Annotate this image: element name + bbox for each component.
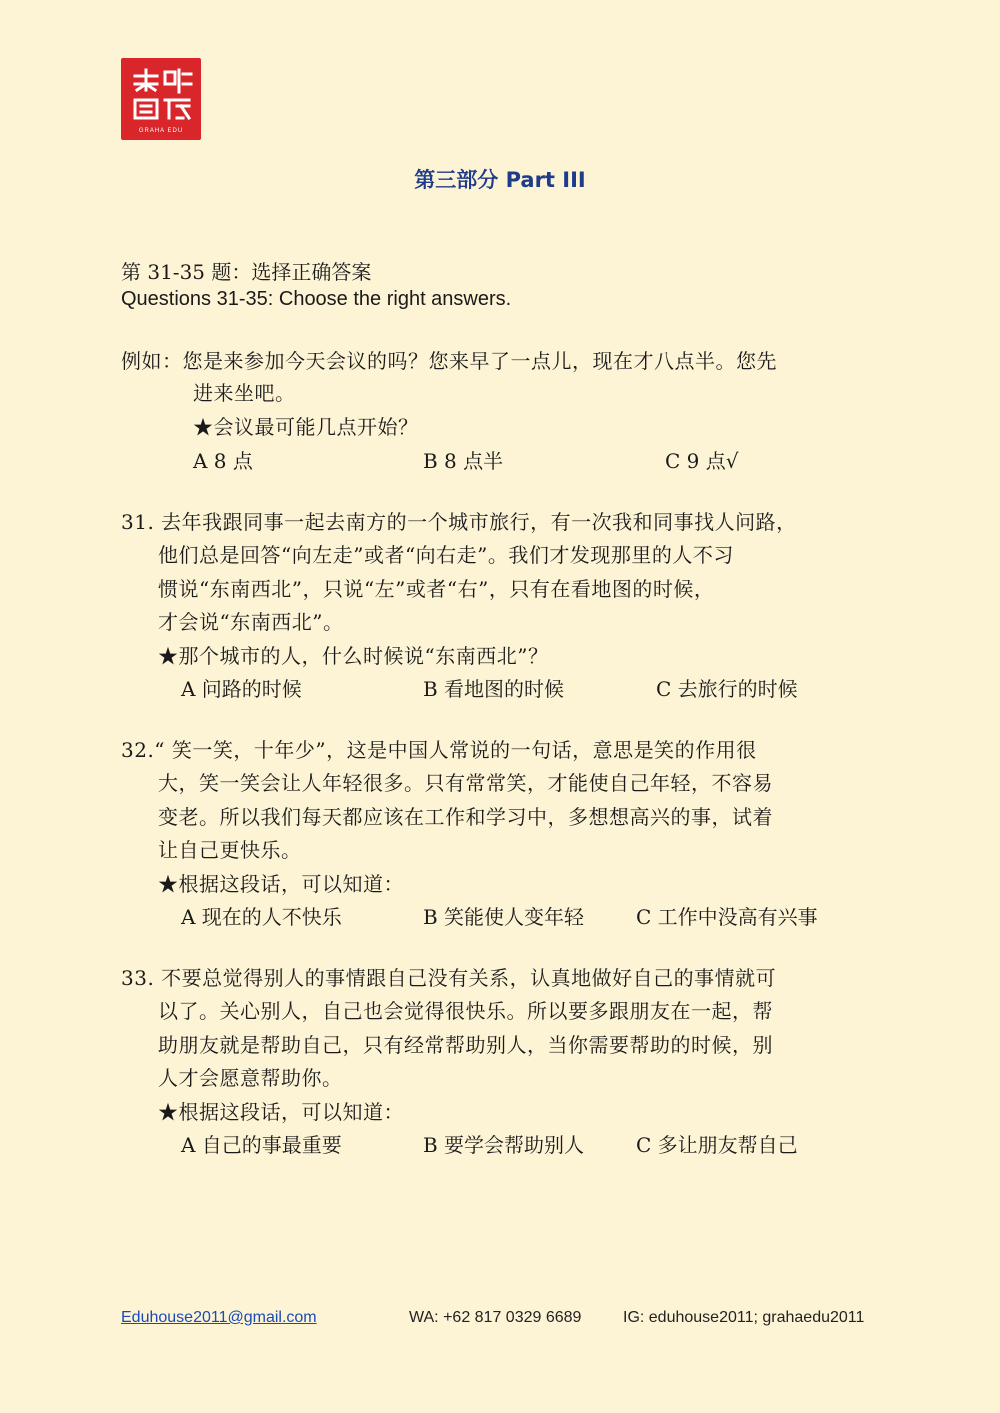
question-33-option-b: B 要学会帮助别人 — [423, 1133, 585, 1157]
question-32-line: 32.“ 笑一笑，十年少”，这是中国人常说的一句话，意思是笑的作用很 — [121, 738, 757, 762]
question-32-line: 变老。所以我们每天都应该在工作和学习中，多想想高兴的事，试着 — [158, 805, 773, 829]
example-option-b: B 8 点半 — [423, 449, 504, 473]
instruction-chinese: 第 31-35 题：选择正确答案 — [121, 260, 372, 284]
question-32-prompt: ★根据这段话，可以知道： — [158, 872, 404, 896]
question-33-prompt: ★根据这段话，可以知道： — [158, 1100, 404, 1124]
question-32-line: 大，笑一笑会让人年轻很多。只有常常笑，才能使自己年轻，不容易 — [158, 771, 773, 795]
question-32-option-a: A 现在的人不快乐 — [181, 905, 342, 929]
footer-email-link[interactable]: Eduhouse2011@gmail.com — [121, 1309, 317, 1326]
question-31-line: 他们总是回答“向左走”或者“向右走”。我们才发现那里的人不习 — [158, 543, 734, 567]
question-31-option-b: B 看地图的时候 — [423, 677, 565, 701]
question-31-option-a: A 问路的时候 — [181, 677, 302, 701]
question-32-line: 让自己更快乐。 — [158, 838, 302, 862]
question-32-option-c: C 工作中没高有兴事 — [636, 905, 818, 929]
question-33-line: 以了。关心别人，自己也会觉得很快乐。所以要多跟朋友在一起，帮 — [158, 999, 773, 1023]
instruction-english: Questions 31-35: Choose the right answers. — [121, 288, 512, 310]
svg-text:GRAHA EDU: GRAHA EDU — [138, 128, 184, 134]
footer-instagram: IG: eduhouse2011; grahaedu2011 — [623, 1309, 865, 1326]
question-32-option-b: B 笑能使人变年轻 — [423, 905, 585, 929]
question-33-option-c: C 多让朋友帮自己 — [636, 1133, 798, 1157]
example-line: 例如：您是来参加今天会议的吗？您来早了一点儿，现在才八点半。您先 — [121, 349, 777, 373]
question-31-line: 才会说“东南西北”。 — [158, 610, 344, 634]
question-33-option-a: A 自己的事最重要 — [181, 1133, 342, 1157]
example-option-c: C 9 点√ — [665, 449, 739, 473]
question-31-line: 惯说“东南西北”，只说“左”或者“右”，只有在看地图的时候， — [158, 577, 715, 601]
question-31-prompt: ★那个城市的人，什么时候说“东南西北”？ — [158, 644, 549, 668]
footer-whatsapp: WA: +62 817 0329 6689 — [409, 1309, 582, 1326]
question-33-line: 助朋友就是帮助自己，只有经常帮助别人，当你需要帮助的时候，别 — [158, 1033, 773, 1057]
example-option-a: A 8 点 — [193, 449, 253, 473]
logo-seal-icon — [121, 58, 201, 140]
example-line: 进来坐吧。 — [193, 381, 296, 405]
question-33-line: 人才会愿意帮助你。 — [158, 1066, 343, 1090]
page-title: 第三部分 Part III — [414, 168, 586, 192]
graha-edu-logo — [121, 58, 201, 140]
example-question: ★会议最可能几点开始？ — [193, 415, 419, 439]
question-33-line: 33. 不要总觉得别人的事情跟自己没有关系，认真地做好自己的事情就可 — [121, 966, 777, 990]
question-31-line: 31. 去年我跟同事一起去南方的一个城市旅行，有一次我和同事找人问路， — [121, 510, 797, 534]
question-31-option-c: C 去旅行的时候 — [656, 677, 798, 701]
